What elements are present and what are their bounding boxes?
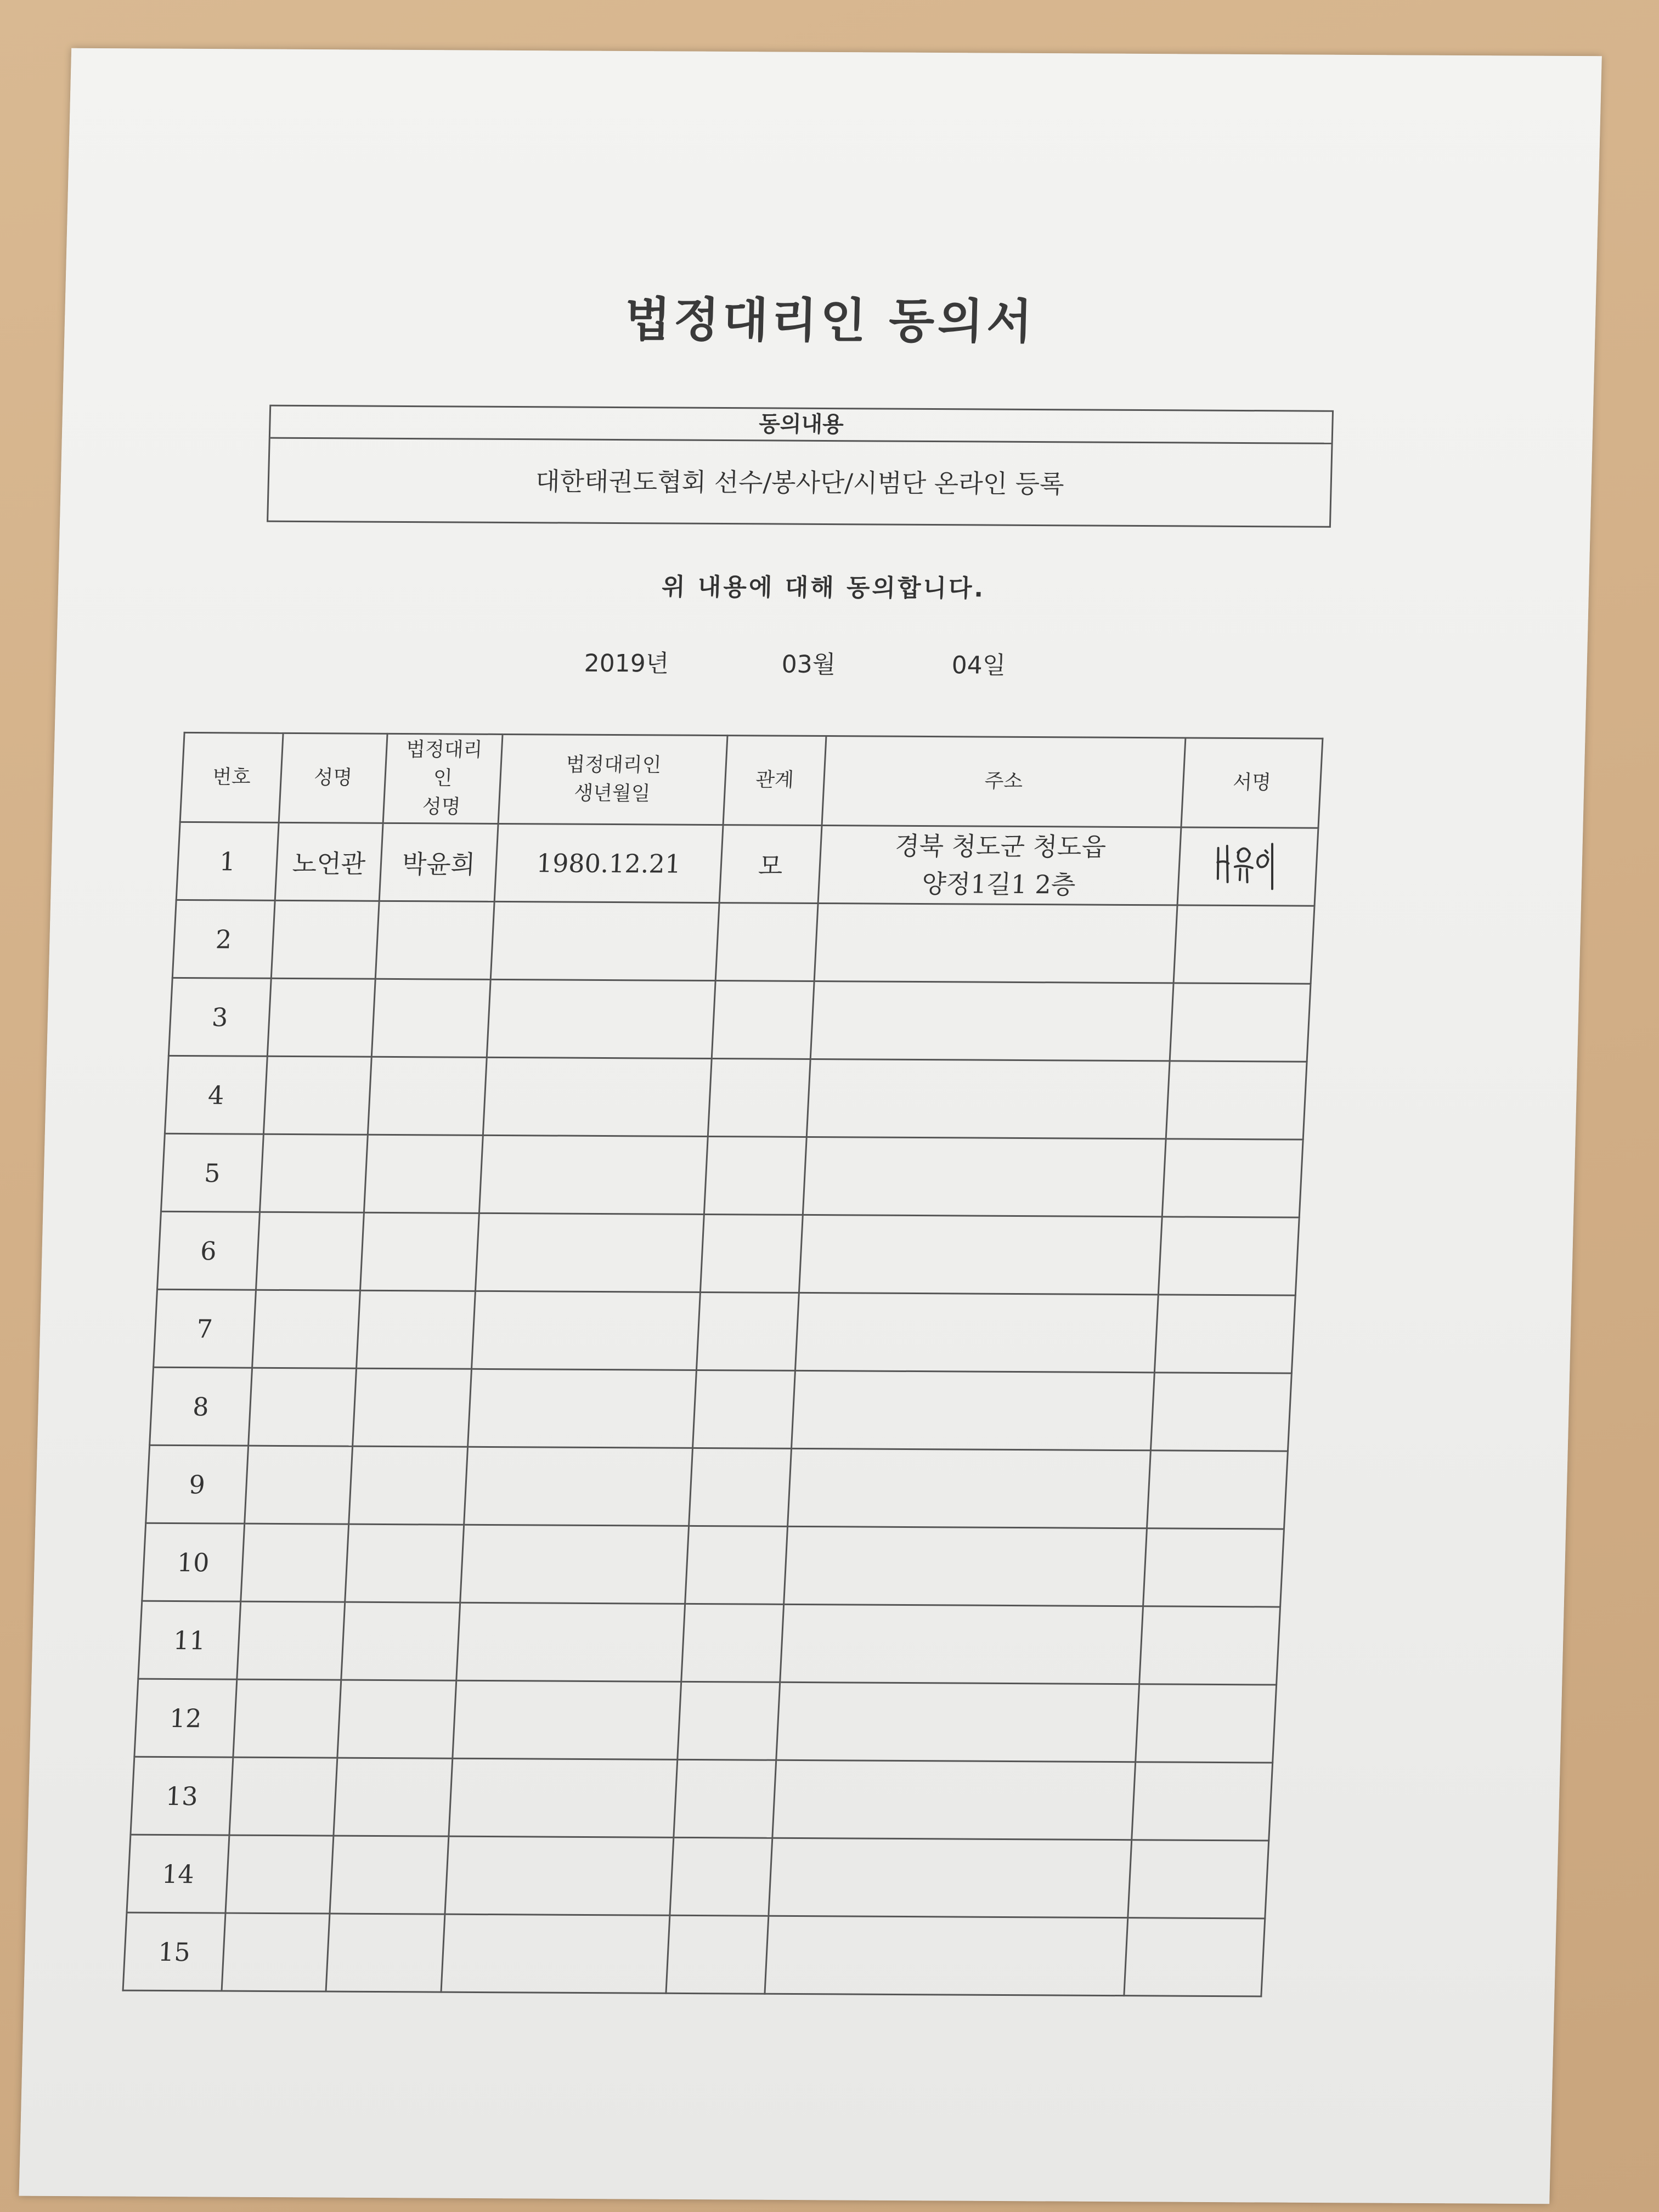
table-row — [138, 1601, 1280, 1685]
row-number: 13 — [131, 1757, 233, 1835]
row-address-line2: 양정1길1 2층 — [921, 868, 1076, 899]
header-guardian-name — [383, 733, 503, 823]
header-number: 번호 — [180, 732, 283, 822]
table-row — [146, 1445, 1288, 1529]
row-number: 15 — [123, 1912, 225, 1991]
consent-body: 대한태권도협회 선수/봉사단/시범단 온라인 등록 — [535, 466, 1065, 499]
guardian-table — [122, 732, 1323, 1997]
table-row — [172, 900, 1314, 984]
header-signature: 서명 — [1181, 738, 1323, 828]
table-row — [161, 1133, 1303, 1217]
header-guardian-birth-line2: 생년월일 — [573, 782, 651, 805]
row-number: 4 — [165, 1056, 267, 1134]
row-number: 7 — [154, 1289, 256, 1368]
row-signature — [1177, 827, 1318, 906]
header-relation: 관계 — [723, 736, 826, 826]
header-guardian-name-line2: 인 — [432, 767, 453, 790]
header-name: 성명 — [279, 733, 387, 823]
row-number: 3 — [168, 978, 271, 1056]
table-row — [154, 1289, 1296, 1373]
header-guardian-name-line3: 성명 — [421, 795, 461, 819]
row-number: 5 — [161, 1133, 263, 1212]
row-number: 6 — [157, 1211, 260, 1290]
table-row — [157, 1211, 1300, 1295]
row-address — [818, 826, 1181, 905]
row-relation: 모 — [719, 825, 822, 904]
row-name: 노언관 — [275, 822, 383, 901]
table-row — [168, 978, 1311, 1062]
row-address-line1: 경북 청도군 청도읍 — [894, 831, 1107, 862]
row-number: 9 — [146, 1445, 249, 1523]
header-guardian-birth — [498, 734, 727, 825]
header-address: 주소 — [822, 736, 1186, 827]
document-title: 법정대리인 동의서 — [624, 292, 1036, 349]
table-row — [123, 1912, 1265, 1996]
table-row — [176, 822, 1318, 906]
row-number: 2 — [172, 900, 275, 978]
consent-box — [267, 405, 1334, 528]
header-guardian-name-line1: 법정대리 — [405, 738, 483, 761]
row-birth: 1980.12.21 — [494, 823, 723, 902]
date-day: 04일 — [951, 651, 1006, 680]
row-number: 12 — [134, 1679, 237, 1757]
row-number: 14 — [127, 1835, 229, 1913]
row-number: 10 — [142, 1523, 245, 1601]
date-month: 03월 — [781, 650, 836, 679]
row-number: 1 — [176, 822, 279, 900]
agreement-statement: 위 내용에 대해 동의합니다. — [661, 573, 986, 603]
handwritten-signature — [1208, 836, 1288, 891]
row-number: 11 — [138, 1601, 241, 1679]
table-row — [127, 1835, 1269, 1918]
row-guardian: 박윤희 — [379, 823, 498, 901]
table-row — [134, 1679, 1277, 1763]
header-guardian-birth-line1: 법정대리인 — [565, 753, 662, 777]
table-row — [142, 1523, 1284, 1607]
table-row — [131, 1757, 1273, 1841]
row-number: 8 — [150, 1367, 252, 1446]
table-row — [165, 1056, 1307, 1139]
table-header-row — [180, 732, 1323, 828]
consent-header: 동의내용 — [270, 407, 1332, 444]
table-row — [150, 1367, 1292, 1451]
document-page — [19, 48, 1601, 2204]
date-year: 2019년 — [584, 649, 669, 678]
